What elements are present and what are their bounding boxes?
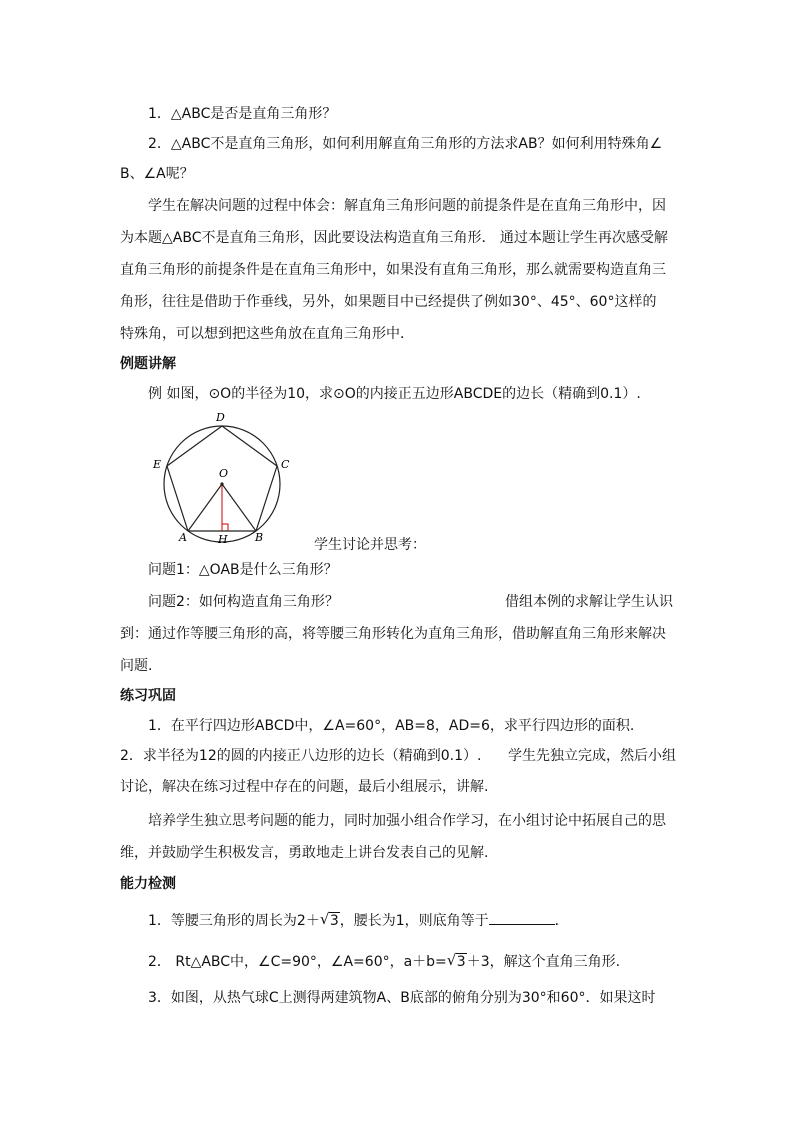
intro-paragraph-line3: 直角三角形的前提条件是在直角三角形中，如果没有直角三角形，那么就需要构造直角三 <box>120 262 666 278</box>
practice-heading: 练习巩固 <box>120 688 176 704</box>
intro-question-1: 1．△ABC是否是直角三角形？ <box>148 106 337 122</box>
intro-paragraph-line4: 角形，往往是借助于作垂线，另外，如果题目中已经提供了例如30°、45°、60°这样的 <box>120 294 657 310</box>
sqrt-symbol: √ 3 <box>446 951 466 970</box>
practice-item-2-tail: 学生先独立完成，然后小组 <box>508 748 676 764</box>
label-D: D <box>216 411 225 424</box>
practice-item-1: 1．在平行四边形ABCD中，∠A=60°，AB=8，AD=6，求平行四边形的面积. <box>148 718 635 734</box>
test-item-3: 3．如图，从热气球C上测得两建筑物A、B底部的俯角分别为30°和60°．如果这时 <box>148 990 656 1006</box>
pentagon-figure <box>148 408 308 544</box>
answer-blank[interactable] <box>489 910 555 925</box>
intro-paragraph-line2: 为本题△ABC不是直角三角形，因此要设法构造直角三角形． 通过本题让学生再次感受解 <box>120 230 668 246</box>
practice-goal-line2: 维，并鼓励学生积极发言，勇敢地走上讲台发表自己的见解. <box>120 845 489 861</box>
test-heading: 能力检测 <box>120 876 176 892</box>
intro-paragraph-line1: 学生在解决问题的过程中体会：解直角三角形问题的前提条件是在直角三角形中，因 <box>148 198 666 214</box>
label-C: C <box>281 458 290 471</box>
example-note-line3: 问题. <box>120 658 153 674</box>
sqrt-radicand: 3 <box>329 913 339 929</box>
intro-paragraph-line5: 特殊角，可以想到把这些角放在直角三角形中． <box>120 326 414 342</box>
label-A: A <box>179 531 187 544</box>
label-O: O <box>219 467 229 480</box>
test-item-2 <box>148 952 620 972</box>
test-item-2-text-b: ＋3，解这个直角三角形. <box>466 954 621 970</box>
example-question-1: 问题1：△OAB是什么三角形？ <box>148 562 338 578</box>
test-item-1-text-b: ，腰长为1，则底角等于 <box>339 913 489 929</box>
right-angle-mark <box>222 524 228 531</box>
center-point <box>220 482 223 485</box>
intro-question-2-line2: B、∠A呢？ <box>120 166 194 182</box>
label-E: E <box>153 458 162 471</box>
practice-item-2: 2．求半径为12的圆的内接正八边形的边长（精确到0.1）. <box>120 748 482 764</box>
example-problem: 例 如图，⊙O的半径为10，求⊙O的内接正五边形ABCDE的边长（精确到0.1）. <box>148 386 641 402</box>
test-item-2-text-a: 2． Rt△ABC中，∠C=90°，∠A=60°，a＋b= <box>148 954 447 970</box>
label-B: B <box>255 531 264 544</box>
label-H: H <box>218 533 228 544</box>
example-note-line1: 借组本例的求解让学生认识 <box>505 594 673 610</box>
example-note-line2: 到：通过作等腰三角形的高，将等腰三角形转化为直角三角形，借助解直角三角形来解决 <box>120 626 666 642</box>
segment-OA <box>188 484 222 531</box>
practice-item-2-line2: 讨论，解决在练习过程中存在的问题，最后小组展示，讲解. <box>120 779 489 795</box>
test-item-1 <box>148 910 569 931</box>
test-item-1-text-a: 1．等腰三角形的周长为2＋ <box>148 913 320 929</box>
intro-question-2-line1: 2．△ABC不是直角三角形，如何利用解直角三角形的方法求AB？如何利用特殊角∠ <box>148 136 663 152</box>
example-heading: 例题讲解 <box>120 356 176 372</box>
sqrt-symbol: √ 3 <box>319 910 339 929</box>
discussion-prompt: 学生讨论并思考： <box>314 537 426 553</box>
practice-goal-line1: 培养学生独立思考问题的能力，同时加强小组合作学习，在小组讨论中拓展自己的思 <box>148 813 666 829</box>
sqrt-radicand: 3 <box>456 954 466 970</box>
example-question-2: 问题2：如何构造直角三角形？ <box>148 594 339 610</box>
test-item-1-text-c: ． <box>554 913 569 929</box>
